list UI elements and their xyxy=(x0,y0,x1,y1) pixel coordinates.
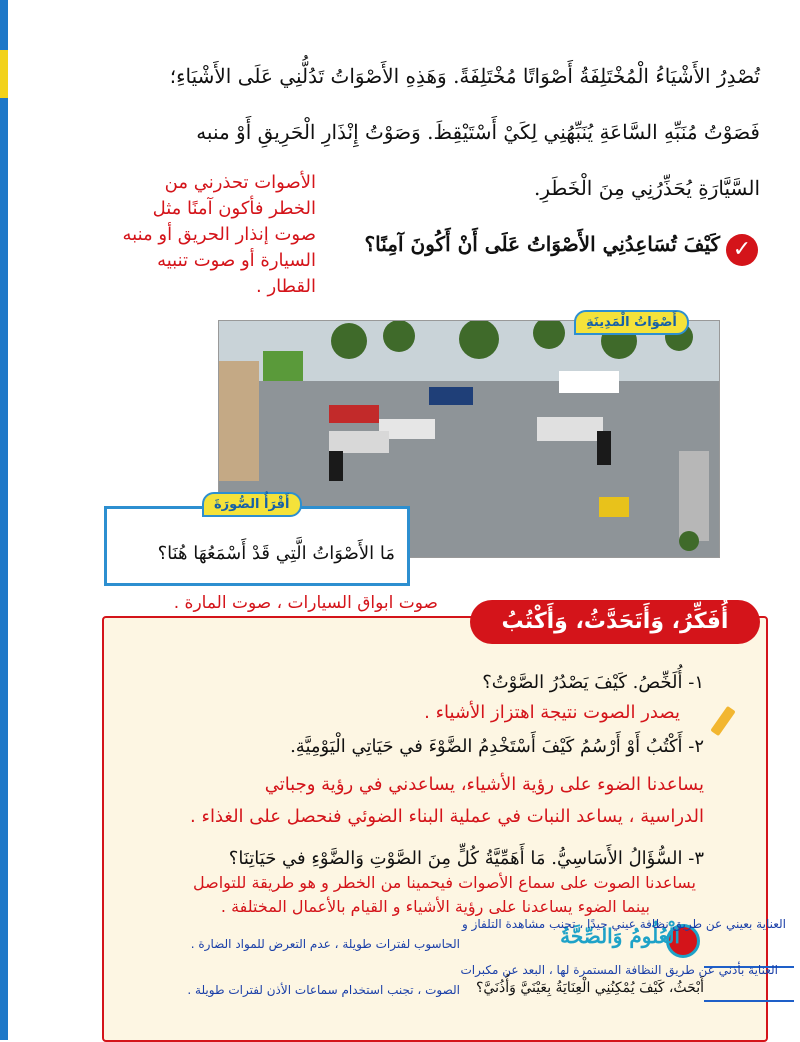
body-line-3: السَّيَّارَةِ يُحَذِّرُنِي مِنَ الْخَطَرِ. xyxy=(534,176,760,200)
answer-line: الأصوات تحذرني من xyxy=(164,172,316,193)
page-spine xyxy=(0,0,8,1040)
think-write-header: أُفَكِّرُ، وَأَتَحَدَّثُ، وَأَكْتُبُ xyxy=(470,600,760,644)
read-picture-box xyxy=(104,506,410,586)
answer-3-line-2: بينما الضوء يساعدنا على رؤية الأشياء و القيام بالأعمال المختلفة . xyxy=(220,897,650,916)
answer-line: الخطر فأكون آمنًا مثل xyxy=(152,198,316,219)
health-question: أَبْحَثُ، كَيْفَ يُمْكِنُنِي الْعِنَايَةُ بِعَيْنَيَّ وَأُذُنَيَّ؟ xyxy=(475,980,704,996)
checkmark-icon: ✓ xyxy=(726,234,758,266)
answer-1: يصدر الصوت نتيجة اهتزاز الأشياء . xyxy=(424,702,680,723)
health-answer-line-1: العناية بعيني عن طريق نظافة عيني جيدًا ، تجنب مشاهدة التلفاز و xyxy=(461,917,786,931)
handwritten-answer-main xyxy=(96,170,316,300)
divider-line xyxy=(704,1000,794,1002)
read-answer: صوت ابواق السيارات ، صوت المارة . xyxy=(173,593,438,613)
photo-title-tag: أَصْوَاتُ الْمَدِينَةِ xyxy=(574,310,689,335)
body-line-2: فَصَوْتُ مُنَبِّهِ السَّاعَةِ يُنَبِّهُنِي لِكَيْ أَسْتَيْقِظَ. وَصَوْتُ إِنْذَارِ الْحَرِيقِ أَوْ منبه xyxy=(196,120,760,144)
question-3: ٣- السُّؤَالُ الأَسَاسِيُّ. مَا أَهَمِّيَّةُ كُلٍّ مِنَ الصَّوْتِ وَالضَّوْءِ في حَيَاتِنَا؟ xyxy=(228,848,704,869)
health-answer-line-2: الحاسوب لفترات طويلة ، عدم التعرض للمواد الضارة . xyxy=(190,937,460,951)
question-2: ٢- أَكْتُبُ أَوْ أَرْسُمُ كَيْفَ أَسْتَخْدِمُ الضَّوْءَ في حَيَاتِي الْيَوْمِيَّةِ. xyxy=(290,736,704,757)
answer-2-line-2: الدراسية ، يساعد النبات في عملية البناء الضوئي فنحصل على الغذاء . xyxy=(190,806,704,827)
main-question: كَيْفَ تُسَاعِدُنِي الأَصْوَاتُ عَلَى أَنْ أَكُونَ آمِنًا؟ xyxy=(364,232,720,256)
answer-line: السيارة أو صوت تنبيه xyxy=(157,250,316,271)
question-1: ١- أُلَخِّصُ. كَيْفَ يَصْدُرُ الصَّوْتُ؟ xyxy=(482,672,704,693)
answer-line: القطار . xyxy=(256,276,316,297)
health-answer-line-3: العناية بأذني عن طريق النظافة المستمرة لها ، البعد عن مكبرات xyxy=(460,963,778,977)
health-answer-line-4: الصوت ، تجنب استخدام سماعات الأذن لفترات طويلة . xyxy=(187,983,460,997)
science-health-title: الْعُلُومُ وَالصِّحَّةُ xyxy=(560,924,680,948)
answer-line: صوت إنذار الحريق أو منبه xyxy=(122,224,316,245)
read-question: مَا الأَصْوَاتُ الَّتِي قَدْ أَسْمَعُهَا هُنَا؟ xyxy=(157,543,395,564)
answer-2-line-1: يساعدنا الضوء على رؤية الأشياء، يساعدني في رؤية وجباتي xyxy=(264,774,704,795)
body-line-1: تُصْدِرُ الأَشْيَاءُ الْمُخْتَلِفَةُ أَصْوَاتًا مُخْتَلِفَةً. وَهَذِهِ الأَصْوَاتُ تَدُلُّنِي عَلَى الأَشْيَاءِ؛ xyxy=(169,64,760,88)
read-picture-tag: أَقْرَأُ الصُّورَةَ xyxy=(202,492,302,517)
answer-3-line-1: يساعدنا الصوت على سماع الأصوات فيحمينا من الخطر و هو طريقة للتواصل xyxy=(193,873,696,892)
spine-marker xyxy=(0,50,8,98)
